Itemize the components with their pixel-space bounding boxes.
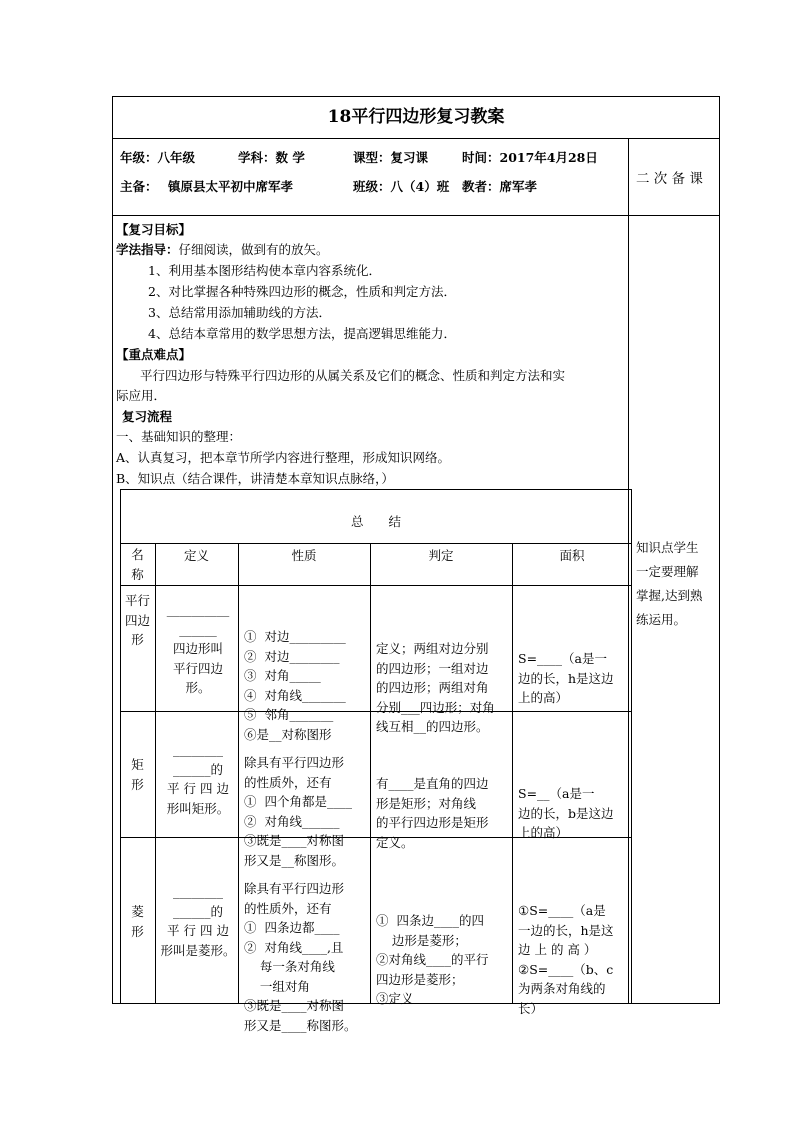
- header-area: 面积: [559, 548, 585, 563]
- header-properties: 性质: [291, 548, 317, 563]
- row-criteria: ① 四条边____的四 边形是菱形； ②对角线____的平行 四边形是菱形； ③定义: [376, 913, 489, 1006]
- row-name: 菱 形: [131, 904, 144, 939]
- goal-item: 3、总结常用添加辅助线的方法．: [148, 305, 331, 320]
- row-definition: ________ ______的 平 行 四 边 形叫矩形。: [166, 742, 230, 816]
- key-points-heading: 【重点难点】: [116, 347, 192, 362]
- author-label: 主备：: [120, 179, 158, 194]
- row-name: 平行 四边 形: [124, 593, 150, 647]
- row-definition: __________ ______ 四边形叫 平行四边 形。: [166, 602, 230, 695]
- divider: [628, 138, 629, 1004]
- process-step: B、知识点（结合课件，讲清楚本章知识点脉络，）: [116, 471, 394, 486]
- row-area: S=____（a是一 边的长，h是这边 上的高）: [518, 651, 614, 705]
- method-guidance: [116, 240, 329, 260]
- table-border: [120, 543, 632, 544]
- header-criteria: 判定: [428, 548, 454, 563]
- grade-label: 年级：八年级: [120, 150, 196, 165]
- teacher-label: 教者：席军孝: [462, 179, 538, 194]
- header-name: 名称: [131, 547, 144, 582]
- key-points-line: 际应用．: [116, 388, 167, 403]
- table-border: [512, 543, 513, 1004]
- row-area: S=__（a是一 边的长，b是这边 上的高）: [518, 786, 614, 840]
- lesson-type-label: 课型：复习课: [353, 150, 429, 165]
- goals-heading: 【复习目标】: [116, 222, 192, 237]
- goal-item: 4、总结本章常用的数学思想方法，提高逻辑思维能力．: [148, 326, 456, 341]
- key-points-line: 平行四边形与特殊平行四边形的从属关系及它们的概念、性质和判定方法和实: [140, 368, 566, 383]
- process-step: 一、基础知识的整理：: [116, 429, 242, 444]
- table-border: [155, 543, 156, 1004]
- second-prep-label: 二 次 备 课: [636, 171, 703, 187]
- row-criteria: 定义；两组对边分别 的四边形；一组对边 的四边形；两组对角 分别___四边形；对角 线互相__的四边形。: [376, 641, 495, 734]
- goal-item: 1、利用基本图形结构使本章内容系统化．: [148, 263, 381, 278]
- method-label: 学法指导：: [116, 242, 179, 257]
- side-note: 知识点学生 一定要理解 掌握,达到熟 练运用。: [636, 540, 703, 627]
- table-caption: 总 结: [350, 514, 401, 529]
- goal-item: 2、对比掌握各种特殊四边形的概念，性质和判定方法．: [148, 284, 456, 299]
- header-definition: 定义: [183, 548, 209, 563]
- school-label: 镇原县太平初中席军孝: [168, 179, 294, 194]
- row-properties: 除具有平行四边形 的性质外，还有 ① 四个角都是____ ② 对角线______ ③既是____对称图 形又是__称图形。: [244, 755, 352, 868]
- row-area: ①S=____（a是 一边的长，h是这 边 上 的 高 ） ②S=____（b、c 为两条对角线的 长）: [518, 903, 614, 1016]
- table-border: [238, 543, 239, 1004]
- row-name: 矩 形: [131, 757, 144, 792]
- class-label: 班级：八（4）班: [353, 179, 450, 194]
- row-definition: ________ ______的 平 行 四 边 形叫是菱形。: [160, 884, 236, 958]
- time-label: 时间：2017年4月28日: [462, 150, 598, 165]
- row-properties: ① 对边_________ ② 对边________ ③ 对角_____ ④ 对角线_______ ⑤ 邻角_______ ⑥是__对称图形: [244, 629, 346, 742]
- table-border: [370, 543, 371, 1004]
- row-criteria: 有____是直角的四边 形是矩形；对角线 的平行四边形是矩形 定义。: [376, 776, 489, 850]
- process-heading: 复习流程: [122, 409, 173, 424]
- method-text: 仔细阅读，做到有的放矢。: [178, 242, 329, 257]
- page-title: 18平行四边形复习教案: [327, 107, 505, 127]
- table-border: [120, 489, 632, 490]
- table-border: [120, 585, 632, 586]
- subject-label: 学科：数 学: [238, 150, 305, 165]
- process-step: A、认真复习，把本章节所学内容进行整理，形成知识网络。: [116, 450, 451, 465]
- table-border: [631, 489, 632, 1004]
- row-properties: 除具有平行四边形 的性质外，还有 ① 四条边都____ ② 对角线____,且 每一条对角线 一组对角 ③既是____对称图 形又是____称图形。: [244, 881, 357, 1033]
